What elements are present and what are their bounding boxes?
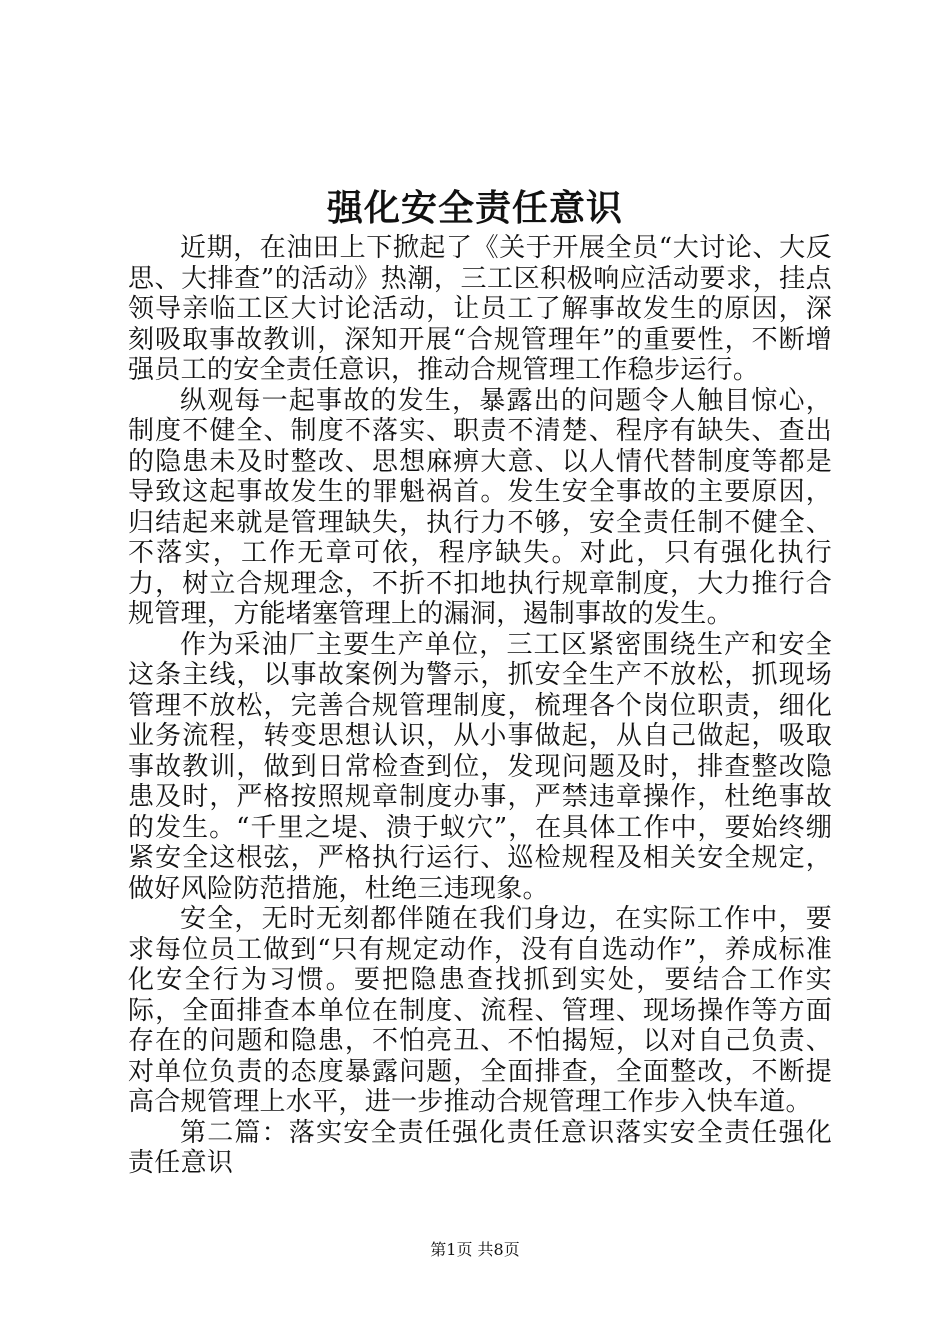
document-title: 强化安全责任意识 (326, 187, 623, 229)
paragraph-3: 作为采油厂主要生产单位，三工区紧密围绕生产和安全这条主线，以事故案例为警示，抓安全生产不放松，抓现场管理不放松，完善合规管理制度，梳理各个岗位职责，细化业务流程，转变思想认识，从小事做起，从自己做起，吸取事故教训，做到日常检查到位，发现问题及时，排查整改隐患及时，严格按照规章制度办事，严禁违章操作，杜绝事故的发生。“千里之堤、溃于蚁穴”，在具体工作中，要始终绷紧安全这根弦，严格执行运行、巡检规程及相关安全规定，做好风险防范措施，杜绝三违现象。 (128, 629, 832, 904)
paragraph-1: 近期，在油田上下掀起了《关于开展全员“大讨论、大反思、大排查”的活动》热潮，三工区积极响应活动要求，挂点领导亲临工区大讨论活动，让员工了解事故发生的原因，深刻吸取事故教训，深知开展“合规管理年”的重要性，不断增强员工的安全责任意识，推动合规管理工作稳步运行。 (128, 233, 832, 385)
document-body (128, 233, 832, 1179)
paragraph-2: 纵观每一起事故的发生，暴露出的问题令人触目惊心，制度不健全、制度不落实、职责不清楚、程序有缺失、查出的隐患未及时整改、思想麻痹大意、以人情代替制度等都是导致这起事故发生的罪魁祸首。发生安全事故的主要原因，归结起来就是管理缺失，执行力不够，安全责任制不健全、不落实，工作无章可依，程序缺失。对此，只有强化执行力，树立合规理念，不折不扣地执行规章制度，大力推行合规管理，方能堵塞管理上的漏洞，遏制事故的发生。 (128, 385, 832, 629)
paragraph-5: 第二篇：落实安全责任强化责任意识落实安全责任强化责任意识 (128, 1117, 832, 1178)
page-number-footer: 第1页 共8页 (430, 1240, 520, 1259)
paragraph-4: 安全，无时无刻都伴随在我们身边，在实际工作中，要求每位员工做到“只有规定动作，没有自选动作”，养成标准化安全行为习惯。要把隐患查找抓到实处，要结合工作实际，全面排查本单位在制度、流程、管理、现场操作等方面存在的问题和隐患，不怕亮丑、不怕揭短，以对自己负责、对单位负责的态度暴露问题，全面排查，全面整改，不断提高合规管理上水平，进一步推动合规管理工作步入快车道。 (128, 904, 832, 1117)
